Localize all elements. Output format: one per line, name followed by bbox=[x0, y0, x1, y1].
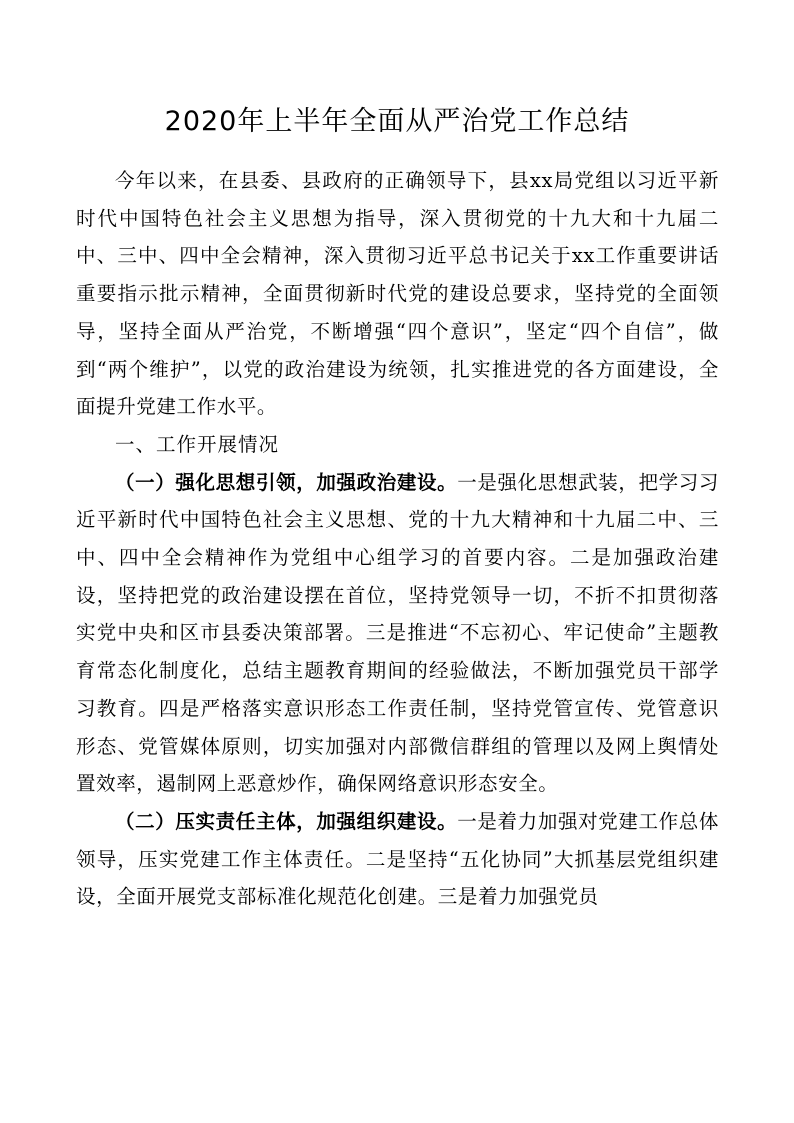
intro-paragraph: 今年以来，在县委、县政府的正确领导下，县xx局党组以习近平新时代中国特色社会主义思想为指导，深入贯彻党的十九大和十九届二中、三中、四中全会精神，深入贯彻习近平总书记关于xx工作重要讲话重要指示批示精神，全面贯彻新时代党的建设总要求，坚持党的全面领导，坚持全面从严治党，不断增强“四个意识”，坚定“四个自信”，做到“两个维护”，以党的政治建设为统领，扎实推进党的各方面建设，全面提升党建工作水平。 bbox=[76, 169, 719, 419]
item-2-lead: （二）压实责任主体，加强组织建设。 bbox=[115, 809, 458, 833]
item-1-paragraph bbox=[76, 464, 719, 803]
document-body bbox=[76, 162, 719, 916]
item-1-lead: （一）强化思想引领，加强政治建设。 bbox=[115, 470, 458, 494]
section-heading-work-status: 一、工作开展情况 bbox=[115, 432, 280, 456]
document-title: 2020年上半年全面从严治党工作总结 bbox=[164, 106, 630, 137]
item-2-body: 一是着力加强对党建工作总体领导，压实党建工作主体责任。二是坚持“五化协同”大抓基层党组织建设，全面开展党支部标准化规范化创建。三是着力加强党员 bbox=[76, 809, 719, 909]
item-1-body: 一是强化思想武装，把学习习近平新时代中国特色社会主义思想、党的十九大精神和十九届二中、三中、四中全会精神作为党组中心组学习的首要内容。二是加强政治建设，坚持把党的政治建设摆在首位，坚持党领导一切，不折不扣贯彻落实党中央和区市县委决策部署。三是推进“不忘初心、牢记使命”主题教育常态化制度化，总结主题教育期间的经验做法，不断加强党员干部学习教育。四是严格落实意识形态工作责任制，坚持党管宣传、党管意识形态、党管媒体原则，切实加强对内部微信群组的管理以及网上舆情处置效率，遏制网上恶意炒作，确保网络意识形态安全。 bbox=[76, 470, 719, 796]
item-2-paragraph bbox=[76, 803, 719, 916]
